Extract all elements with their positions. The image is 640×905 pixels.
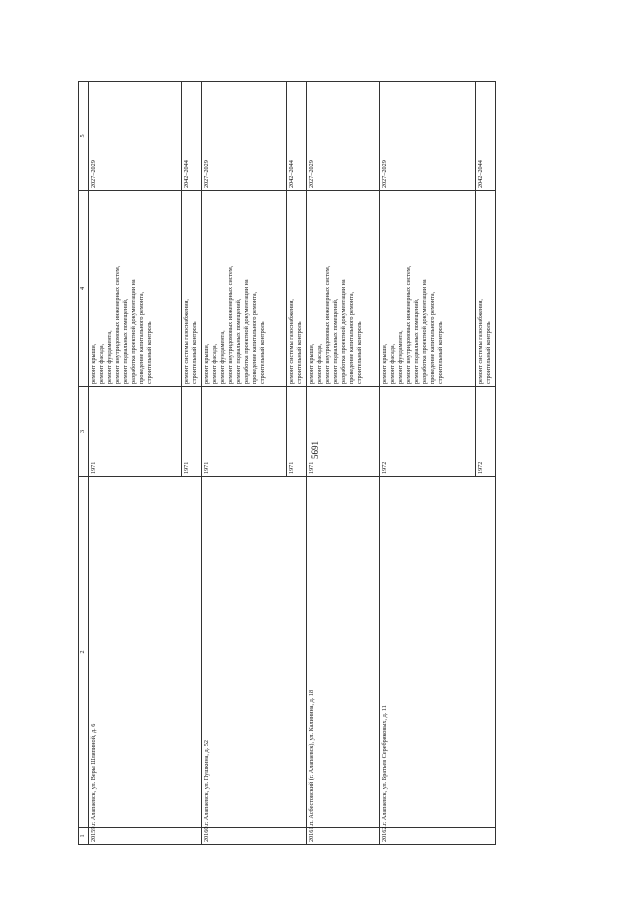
- row-works: ремонт крыши, ремонт фасада, ремонт фундамента, ремонт внутридомовых инженерных систем, ремонт подвальных помещений, разработка проектной документации на проведение капитального ремонта, строительный контроль: [202, 191, 287, 387]
- header-col-5: 5: [79, 82, 89, 191]
- row-works: ремонт крыши, ремонт фасада, ремонт фундамента, ремонт внутридомовых инженерных систем, ремонт подвальных помещений, разработка проектной документации на проведение капитального ремонта, строительный контроль: [89, 191, 182, 387]
- row-period: 2042–2044: [476, 82, 496, 191]
- row-address: г. Алапаевск, ул. Братьев Серебряковых, д. 11: [380, 477, 496, 828]
- header-row: [79, 82, 89, 845]
- row-period: 2027–2029: [89, 82, 182, 191]
- row-year: 1971: [307, 387, 380, 477]
- row-address: п. Асбестовский (г. Алапаевск), ул. Калинина, д. 18: [307, 477, 380, 828]
- row-works: ремонт крыши, ремонт фасада, ремонт фундамента, ремонт внутридомовых инженерных систем, ремонт подвальных помещений, разработка проектной документации на проведение капитального ремонта, строительный контроль: [380, 191, 476, 387]
- row-address: г. Алапаевск, ул. Пушкина, д. 52: [202, 477, 307, 828]
- row-works: ремонт системы газоснабжения, строительный контроль: [182, 191, 202, 387]
- table-row: [380, 82, 476, 845]
- header-col-3: 3: [79, 387, 89, 477]
- row-year: 1971: [89, 387, 182, 477]
- row-works: ремонт системы газоснабжения, строительный контроль: [287, 191, 307, 387]
- row-period: 2027–2029: [202, 82, 287, 191]
- row-period: 2027–2029: [307, 82, 380, 191]
- repair-schedule-table: [78, 81, 496, 845]
- row-period: 2042–2044: [287, 82, 307, 191]
- table-row: [307, 82, 380, 845]
- row-period: 2042–2044: [182, 82, 202, 191]
- row-number: 20161.: [307, 828, 380, 845]
- rotated-table-wrapper: [78, 82, 566, 845]
- table-row: [202, 82, 287, 845]
- header-col-2: 2: [79, 477, 89, 828]
- row-works: ремонт системы газоснабжения, строительный контроль: [476, 191, 496, 387]
- header-col-4: 4: [79, 191, 89, 387]
- row-works: ремонт крыши, ремонт фасада, ремонт внутридомовых инженерных систем, ремонт подвальных помещений, разработка проектной документации на проведение капитального ремонта, строительный контроль: [307, 191, 380, 387]
- row-year: 1972: [380, 387, 476, 477]
- table-row: [89, 82, 182, 845]
- row-year: 1971: [182, 387, 202, 477]
- row-number: 20159.: [89, 828, 202, 845]
- header-col-1: 1: [79, 828, 89, 845]
- row-year: 1972: [476, 387, 496, 477]
- row-number: 20162.: [380, 828, 496, 845]
- page-number: 5691: [310, 441, 320, 459]
- row-year: 1971: [287, 387, 307, 477]
- row-period: 2027–2029: [380, 82, 476, 191]
- row-number: 20160.: [202, 828, 307, 845]
- row-address: г. Алапаевск, ул. Веры Шляпиной, д. 6: [89, 477, 202, 828]
- row-year: 1971: [202, 387, 287, 477]
